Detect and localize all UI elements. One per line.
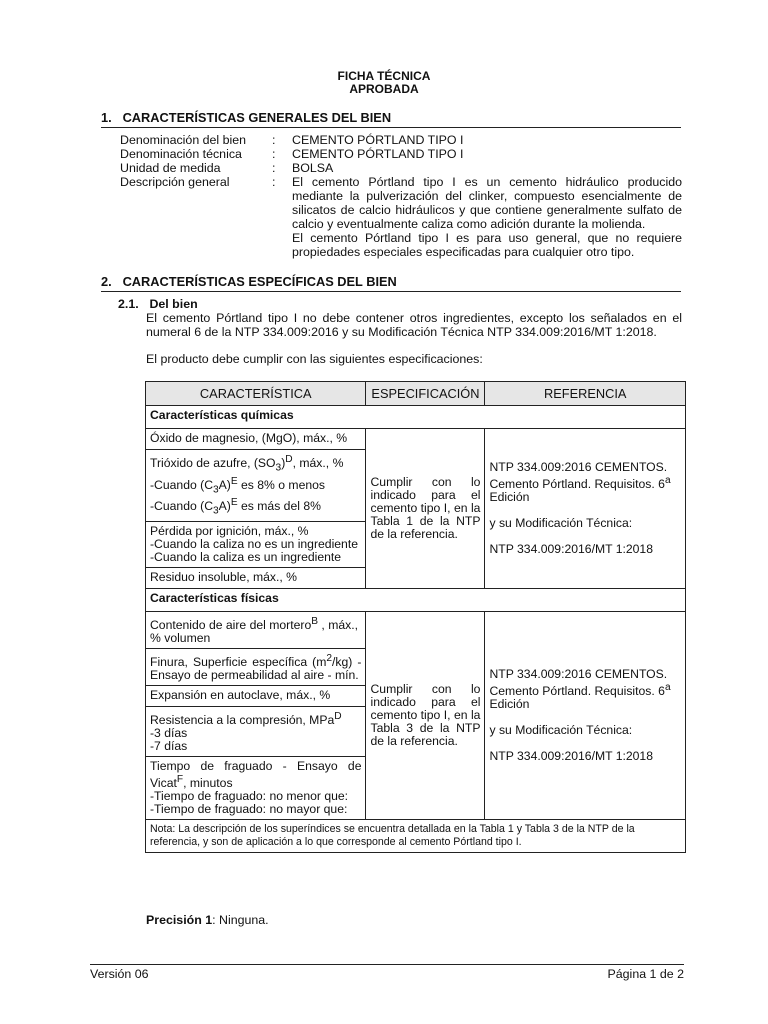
ref-line-2: y su Modificación Técnica: xyxy=(489,515,633,530)
header-referencia: REFERENCIA xyxy=(485,382,686,406)
t: , minutos xyxy=(183,775,233,790)
table-row xyxy=(146,588,686,611)
table-row xyxy=(146,429,686,450)
row-value: El cemento Pórtland tipo I es un cemento hidráulico producido mediante la pulverización del clinker, compuesto esencialmente de silicatos de calcio hidráulicos y que contiene generalmente sulfato de calcio y eventualmente caliza como adición durante la molienda. xyxy=(292,175,682,231)
t: A) xyxy=(218,499,231,514)
title-line-2: APROBADA xyxy=(349,82,419,96)
t: ) xyxy=(281,456,286,471)
t: Tiempo de fraguado - Ensayo de Vicat xyxy=(150,758,362,790)
physical-spec: Cumplir con lo indicado para el cemento tipo I, en la Tabla 3 de la NTP de la referencia. xyxy=(366,611,485,819)
specifications-table xyxy=(145,381,686,853)
row-key xyxy=(120,231,272,259)
t-sub: 3 xyxy=(213,505,219,517)
footer-page-number: Página 1 de 2 xyxy=(607,967,684,981)
t: -Cuando (C xyxy=(150,499,213,514)
section-chemical: Características químicas xyxy=(146,406,686,429)
general-row xyxy=(120,133,682,147)
chemical-reference xyxy=(485,429,686,589)
row-sep: : xyxy=(272,175,276,189)
document-title xyxy=(0,70,768,96)
so3-line-1 xyxy=(150,453,361,475)
ref-line-1 xyxy=(489,461,681,504)
ref-line-3: NTP 334.009:2016/MT 1:2018 xyxy=(489,748,653,763)
section-1-heading xyxy=(101,110,681,128)
row-sep: : xyxy=(272,133,276,147)
compression-cell xyxy=(146,706,366,756)
air-content-cell xyxy=(146,611,366,648)
section-1-title: CARACTERÍSTICAS GENERALES DEL BIEN xyxy=(122,110,392,125)
t: es más del 8% xyxy=(237,499,321,514)
ref-edition: Edición xyxy=(489,696,530,711)
physical-reference xyxy=(485,611,686,819)
header-especificacion: ESPECIFICACIÓN xyxy=(366,382,485,406)
row-sep: : xyxy=(272,161,276,175)
general-row xyxy=(120,231,682,259)
t-sup: D xyxy=(334,710,342,722)
t: es 8% o menos xyxy=(237,477,326,492)
ignition-line-1: Pérdida por ignición, máx., % xyxy=(150,523,309,538)
footer-version: Versión 06 xyxy=(90,967,149,981)
general-row xyxy=(120,161,682,175)
row-key: Denominación del bien xyxy=(120,133,247,147)
ref-text: NTP 334.009:2016 CEMENTOS. Cemento Pórtland. Requisitos. 6 xyxy=(489,666,668,698)
header-caracteristica: CARACTERÍSTICA xyxy=(146,382,366,406)
ref-line-2: y su Modificación Técnica: xyxy=(489,722,633,737)
t: Contenido de aire del mortero xyxy=(150,617,312,632)
subsection-title: Del bien xyxy=(149,297,198,311)
row-value: CEMENTO PÓRTLAND TIPO I xyxy=(292,133,464,147)
table-row xyxy=(146,611,686,648)
insoluble-cell: Residuo insoluble, máx., % xyxy=(146,567,366,588)
mgo-cell: Óxido de magnesio, (MgO), máx., % xyxy=(146,429,366,450)
ignition-line-2: -Cuando la caliza no es un ingrediente xyxy=(150,536,359,551)
autoclave-cell: Expansión en autoclave, máx., % xyxy=(146,685,366,706)
row-value: El cemento Pórtland tipo I es para uso general, que no requiere propiedades especiales especificadas para cualquier otro tipo. xyxy=(292,231,682,259)
precision-label: Precisión 1 xyxy=(146,913,213,927)
section-2-title: CARACTERÍSTICAS ESPECÍFICAS DEL BIEN xyxy=(122,274,397,289)
t-sub: 3 xyxy=(275,462,282,474)
so3-line-3 xyxy=(150,496,361,518)
row-value: BOLSA xyxy=(292,161,334,175)
ignition-cell xyxy=(146,521,366,567)
ref-sup: a xyxy=(664,681,671,693)
section-2-heading xyxy=(101,274,681,292)
t: , máx., % volumen xyxy=(150,617,358,645)
ref-line-1 xyxy=(489,668,681,711)
section-2-number: 2. xyxy=(101,274,112,289)
so3-line-2 xyxy=(150,475,361,497)
setting-time-cell xyxy=(146,756,366,819)
compression-line-1 xyxy=(150,710,361,727)
section-1-number: 1. xyxy=(101,110,112,125)
table-row xyxy=(146,406,686,429)
t-sup: E xyxy=(230,497,238,508)
setting-line-3: -Tiempo de fraguado: no mayor que: xyxy=(150,801,348,816)
t: Finura, Superficie específica (m xyxy=(150,654,327,669)
t: -Cuando (C xyxy=(150,477,213,492)
t: , máx., % xyxy=(292,456,344,471)
t-sup: B xyxy=(311,615,319,627)
section-physical: Características físicas xyxy=(146,588,686,611)
t: Resistencia a la compresión, MPa xyxy=(150,712,335,727)
row-value: CEMENTO PÓRTLAND TIPO I xyxy=(292,147,464,161)
table-header-row xyxy=(146,382,686,406)
t-sup: D xyxy=(285,454,293,465)
intro-paragraph: El cemento Pórtland tipo I no debe contener otros ingredientes, excepto los señalados en el numeral 6 de la NTP 334.009:2016 y su Modificación Técnica NTP 334.009:2016/MT 1:2018. xyxy=(146,311,682,339)
so3-cell xyxy=(146,450,366,522)
general-row xyxy=(120,175,682,231)
t: /kg) - Ensayo de permeabilidad al aire - mín. xyxy=(150,654,362,682)
fineness-cell xyxy=(146,648,366,685)
table-row xyxy=(146,819,686,852)
ref-line-3: NTP 334.009:2016/MT 1:2018 xyxy=(489,541,653,556)
title-line-1: FICHA TÉCNICA xyxy=(337,69,431,83)
compression-line-3: -7 días xyxy=(150,738,188,753)
t: A) xyxy=(218,477,231,492)
setting-line-1 xyxy=(150,760,361,790)
ref-text: NTP 334.009:2016 CEMENTOS. Cemento Pórtland. Requisitos. 6 xyxy=(489,459,668,491)
ref-edition: Edición xyxy=(489,489,530,504)
t-sup: E xyxy=(230,475,238,487)
t-sup: 2 xyxy=(326,652,333,664)
t-sup: F xyxy=(176,773,184,785)
table-note: Nota: La descripción de los superíndices se encuentra detallada en la Tabla 1 y Tabla 3 de la NTP de la referencia, y son de aplicación a lo que corresponde al cemento Pórtland tipo I. xyxy=(146,819,686,852)
subsection-number: 2.1. xyxy=(118,297,139,311)
general-characteristics xyxy=(120,133,682,259)
subsection-heading xyxy=(118,297,198,311)
row-sep xyxy=(272,231,292,259)
t-sub: 3 xyxy=(213,484,219,495)
t: Trióxido de azufre, (SO xyxy=(150,456,276,471)
row-key: Denominación técnica xyxy=(120,147,242,161)
chemical-spec: Cumplir con lo indicado para el cemento tipo I, en la Tabla 1 de la NTP de la referencia. xyxy=(366,429,485,589)
spec-intro: El producto debe cumplir con las siguientes especificaciones: xyxy=(146,352,483,366)
row-key: Descripción general xyxy=(120,175,230,189)
ignition-line-3: -Cuando la caliza es un ingrediente xyxy=(150,549,342,564)
ref-sup: a xyxy=(664,474,671,486)
row-sep: : xyxy=(272,147,276,161)
precision-line xyxy=(146,913,269,927)
precision-value: : Ninguna. xyxy=(212,913,269,927)
footer-divider xyxy=(90,964,684,965)
row-key: Unidad de medida xyxy=(120,161,221,175)
general-row xyxy=(120,147,682,161)
setting-line-2: -Tiempo de fraguado: no menor que: xyxy=(150,788,349,803)
compression-line-2: -3 días xyxy=(150,725,188,740)
